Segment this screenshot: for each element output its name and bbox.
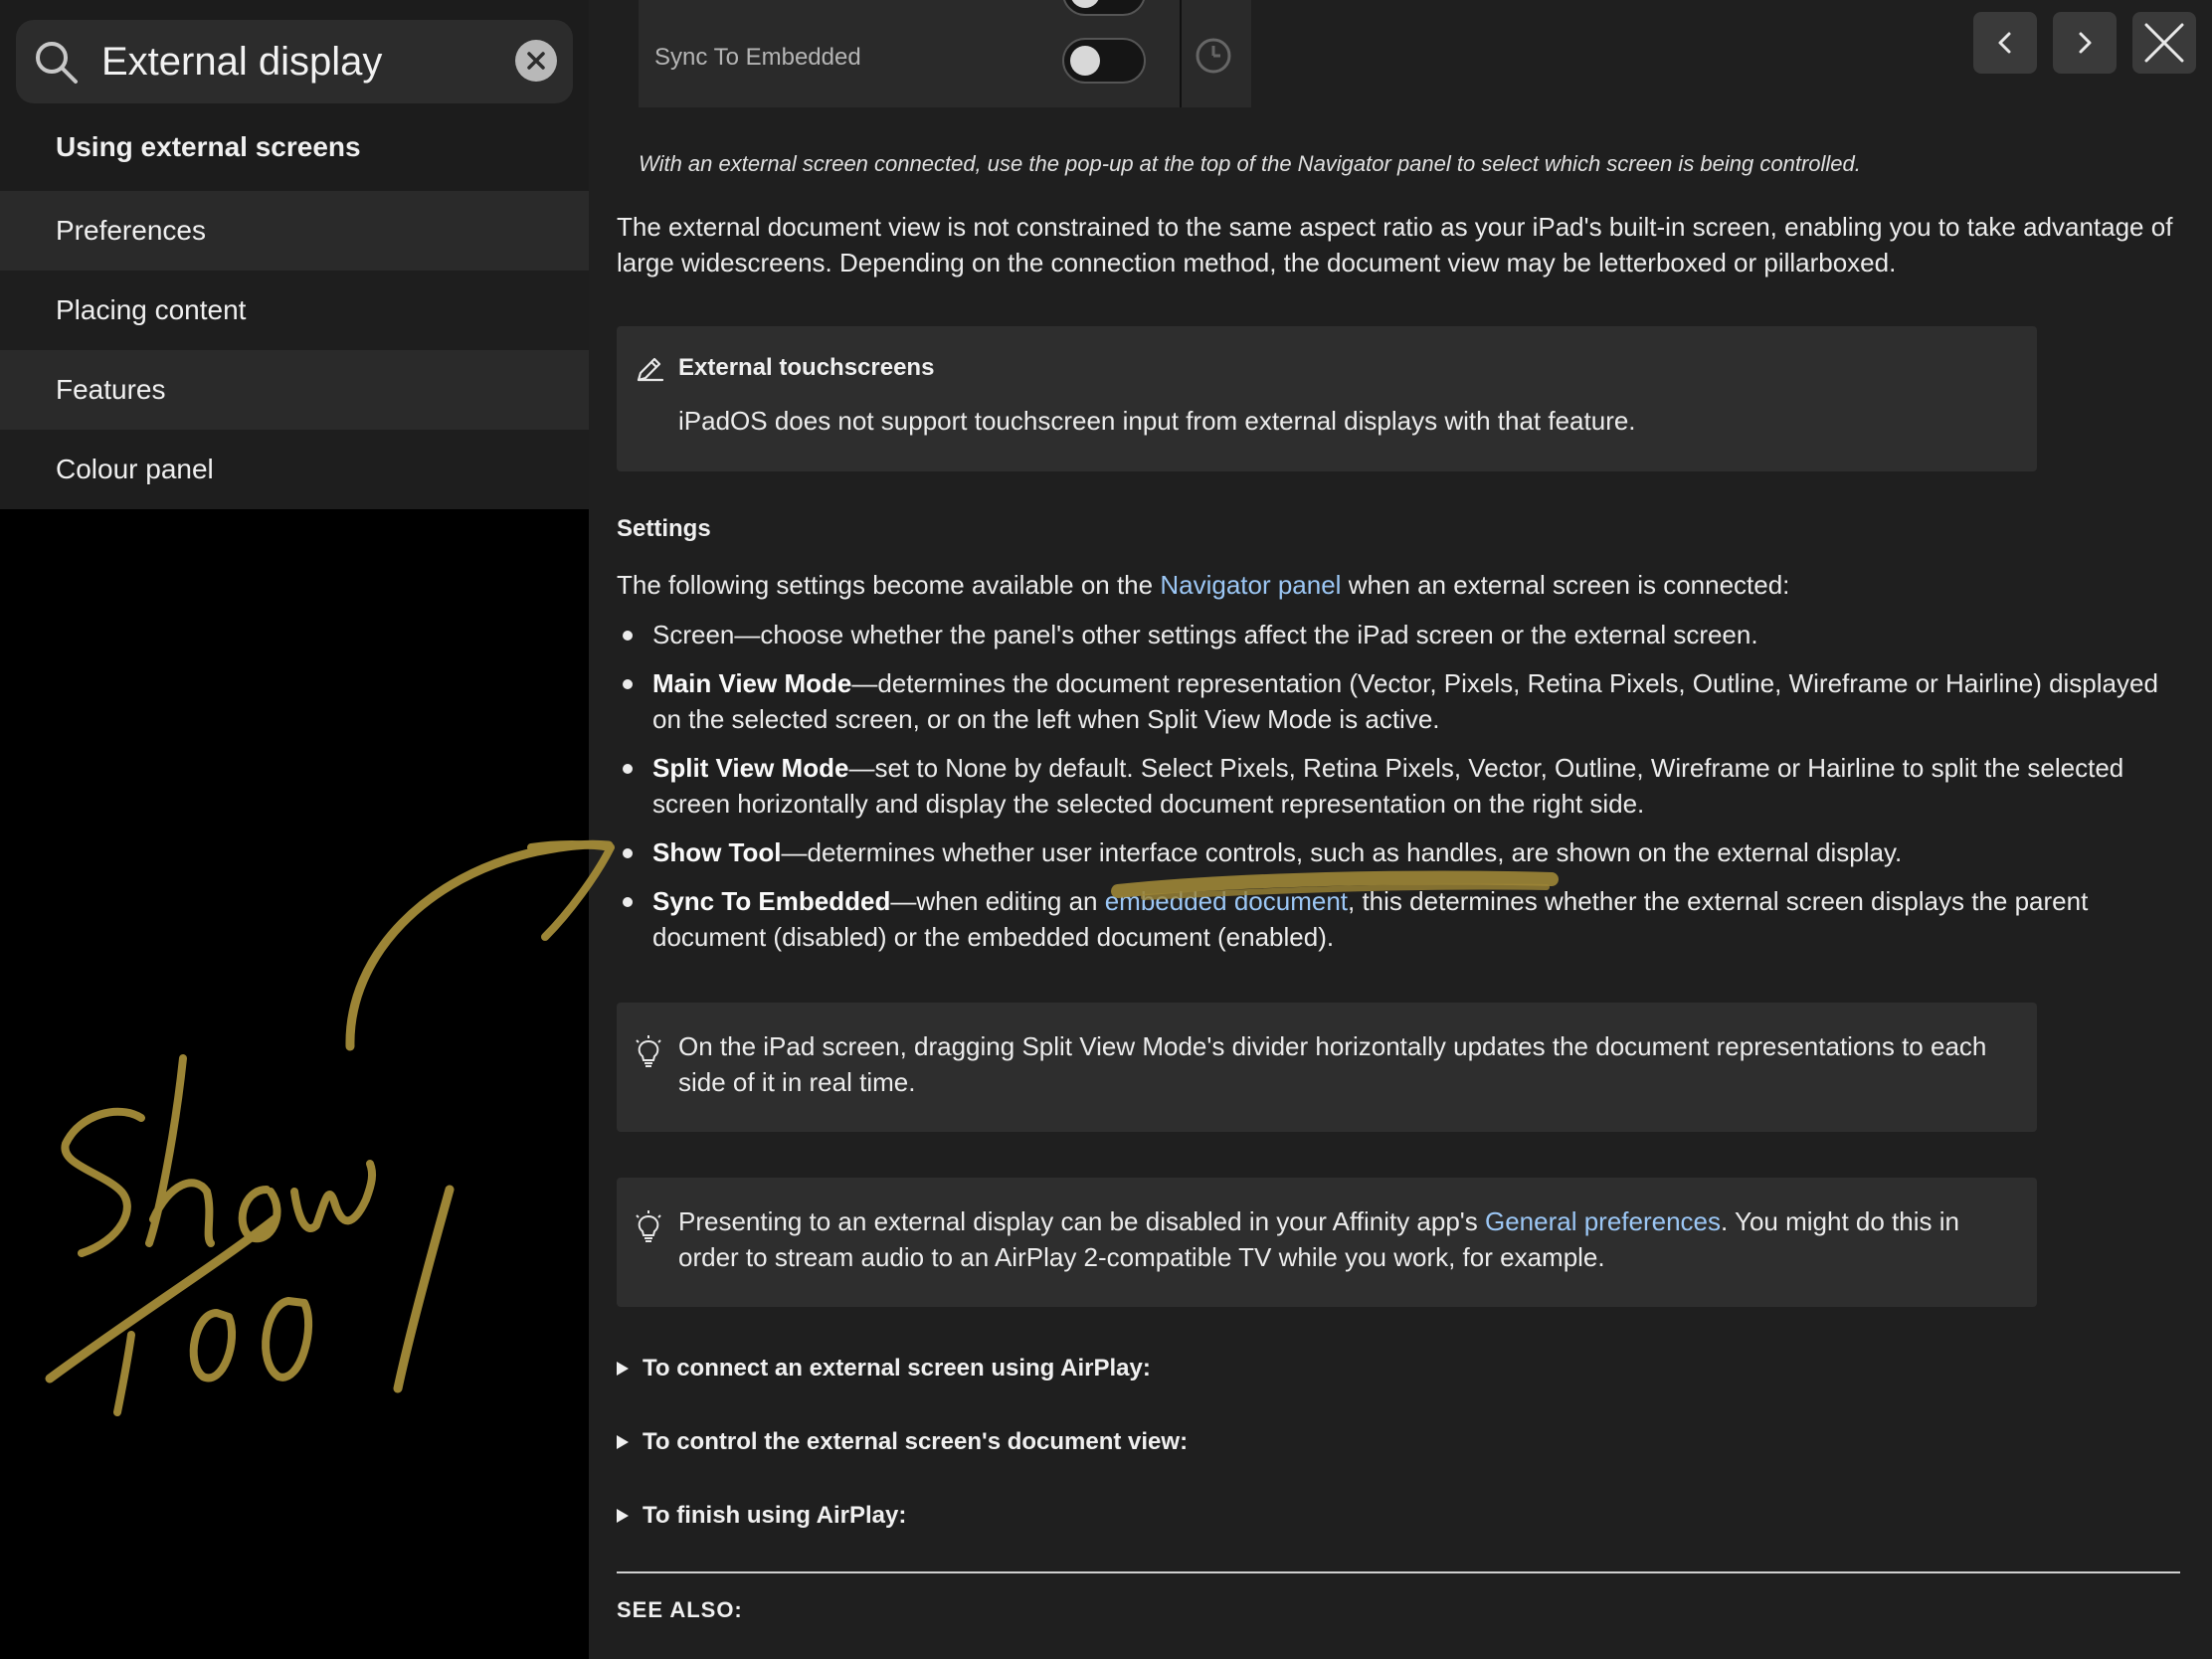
figure-side-column <box>1180 0 1251 107</box>
figure-caption: With an external screen connected, use the pop-up at the top of the Navigator panel to select which screen is being controlled. <box>639 151 1861 176</box>
toc-item-placing-content[interactable]: Placing content <box>0 271 589 350</box>
divider <box>617 1571 2180 1573</box>
general-preferences-link[interactable]: General preferences <box>1485 1206 1722 1236</box>
close-icon <box>525 50 547 72</box>
settings-intro-text: The following settings become available on the <box>617 570 1161 600</box>
setting-name: Main View Mode <box>652 668 852 698</box>
list-item-sync-to-embedded <box>617 883 2188 955</box>
see-also-heading: SEE ALSO: <box>617 1597 743 1622</box>
disclosure-connect-airplay[interactable]: To connect an external screen using AirPlay: <box>617 1355 1151 1382</box>
setting-name: Show Tool <box>652 837 782 867</box>
table-of-contents <box>0 121 589 509</box>
setting-description: , this determines whether the external screen displays the parent document (disabled) or the embedded document (enabled). <box>652 886 2089 952</box>
previous-page-button[interactable] <box>1973 12 2037 74</box>
setting-description: Screen—choose whether the panel's other settings affect the iPad screen or the external screen. <box>652 620 1758 649</box>
disclosure-control-document-view[interactable]: To control the external screen's document view: <box>617 1428 1188 1456</box>
note-external-touchscreens <box>617 326 2037 471</box>
list-item-split-view-mode <box>617 750 2188 822</box>
embedded-document-link[interactable]: embedded document <box>1104 886 1349 916</box>
lightbulb-icon <box>633 1034 664 1070</box>
navigator-panel-link[interactable]: Navigator panel <box>1160 570 1342 600</box>
note-title: External touchscreens <box>678 354 935 381</box>
next-page-button[interactable] <box>2053 12 2117 74</box>
clock-icon <box>1194 36 1233 76</box>
list-item-main-view-mode <box>617 665 2188 737</box>
list-item-screen <box>617 617 2188 652</box>
chevron-left-icon <box>1995 31 2015 55</box>
settings-intro <box>617 567 2188 603</box>
search-bar[interactable] <box>16 20 573 103</box>
tip-text: . You might do this in order to stream audio to an AirPlay 2-compatible TV while you work, for example. <box>678 1206 1959 1272</box>
help-content <box>589 0 2212 1659</box>
figure-label-sync-to-embedded: Sync To Embedded <box>654 44 861 71</box>
close-help-button[interactable] <box>2132 12 2196 74</box>
help-sidebar <box>0 0 589 1659</box>
tip-split-view-divider <box>617 1003 2037 1132</box>
setting-description: —when editing an <box>890 886 1105 916</box>
list-item-show-tool <box>617 834 2188 870</box>
tip-text: Presenting to an external display can be disabled in your Affinity app's <box>678 1206 1485 1236</box>
toc-item-using-external-screens[interactable]: Using external screens <box>0 121 589 191</box>
pencil-icon <box>633 354 664 386</box>
toggle-switch <box>1062 0 1146 16</box>
lightbulb-icon <box>633 1209 664 1245</box>
navigator-panel-figure <box>639 0 1192 107</box>
chevron-right-icon <box>2075 31 2095 55</box>
toc-item-preferences[interactable]: Preferences <box>0 191 589 271</box>
toc-item-colour-panel[interactable]: Colour panel <box>0 430 589 509</box>
tip-body <box>678 1203 2011 1275</box>
sync-to-embedded-toggle <box>1062 38 1146 84</box>
setting-name: Sync To Embedded <box>652 886 891 916</box>
tip-body: On the iPad screen, dragging Split View Mode's divider horizontally updates the document representations to each side of it in real time. <box>678 1031 1987 1097</box>
settings-list <box>617 617 2188 968</box>
settings-intro-text: when an external screen is connected: <box>1341 570 1790 600</box>
toc-item-features[interactable]: Features <box>0 350 589 430</box>
disclosure-finish-airplay[interactable]: To finish using AirPlay: <box>617 1502 906 1530</box>
search-icon <box>32 38 80 86</box>
setting-description: —set to None by default. Select Pixels, Retina Pixels, Vector, Outline, Wireframe or Hairline to split the selected screen horizontally and display the selected document representation on the right side. <box>652 753 2124 819</box>
intro-paragraph: The external document view is not constrained to the same aspect ratio as your iPad's built-in screen, enabling you to take advantage of large widescreens. Depending on the connection method, the document view may be letterboxed or pillarboxed. <box>617 212 2173 277</box>
setting-name: Split View Mode <box>652 753 849 783</box>
settings-heading: Settings <box>617 515 711 542</box>
clear-search-button[interactable] <box>515 40 557 82</box>
setting-description: —determines whether user interface controls, such as handles, are shown on the external display. <box>781 837 1903 867</box>
tip-disable-presenting <box>617 1178 2037 1307</box>
close-icon <box>2142 21 2186 65</box>
search-input[interactable] <box>101 30 499 93</box>
setting-description: —determines the document representation (Vector, Pixels, Retina Pixels, Outline, Wireframe or Hairline) displayed on the selected screen, or on the left when Split View Mode is active. <box>652 668 2158 734</box>
note-body: iPadOS does not support touchscreen input from external displays with that feature. <box>678 406 1636 436</box>
